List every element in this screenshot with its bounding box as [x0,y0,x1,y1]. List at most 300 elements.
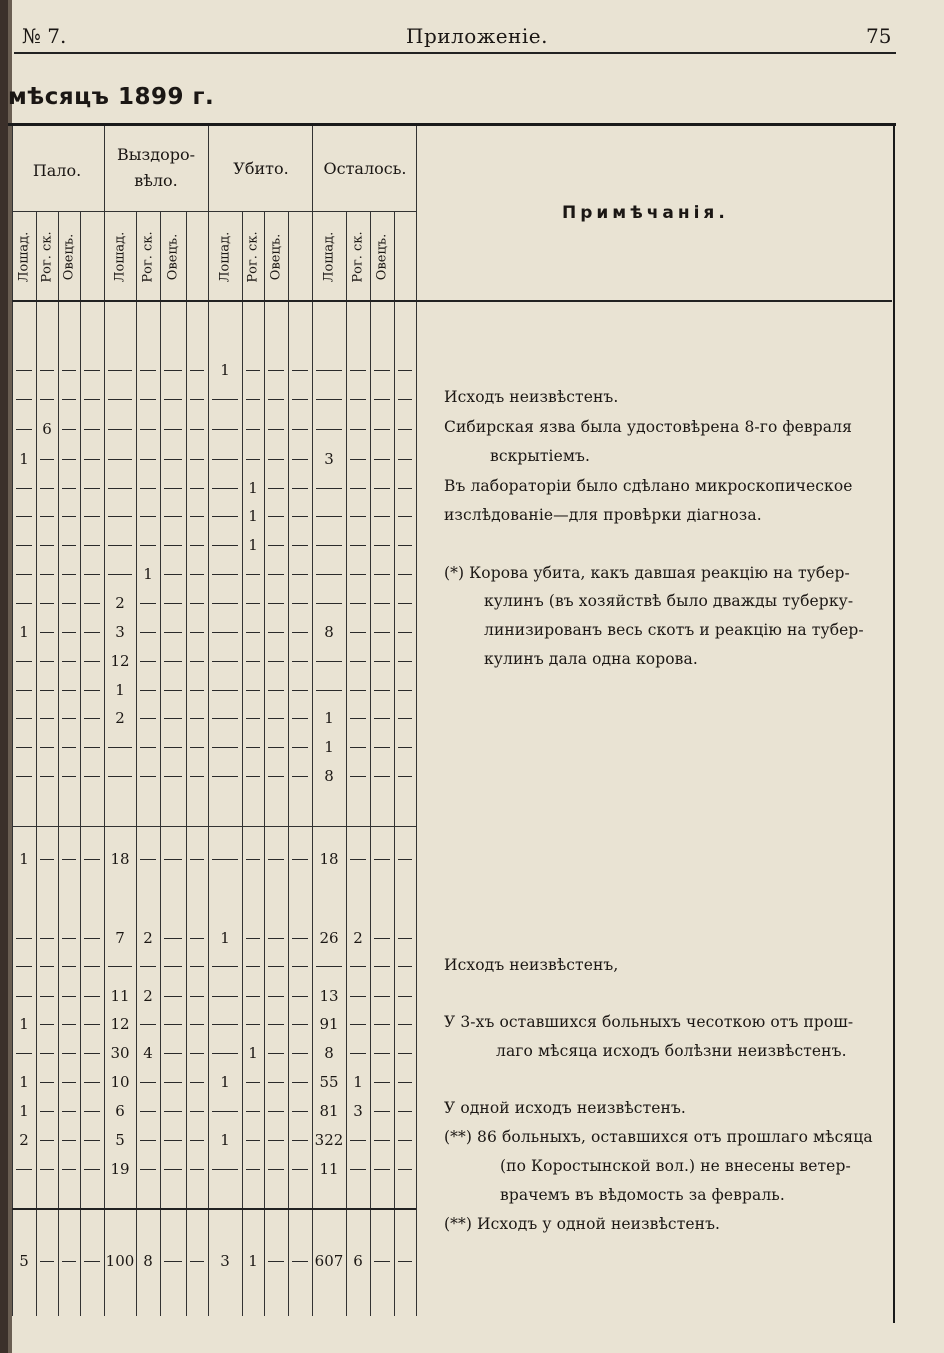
sub-header [398,213,412,301]
empty-cell-dash [190,1082,204,1083]
note-line: (**) Исходъ у одной неизвѣстенъ. [444,1215,721,1233]
empty-cell-dash [398,488,412,489]
empty-cell-dash [292,603,308,604]
empty-cell-dash [62,370,76,371]
empty-cell-dash [62,938,76,939]
group-sep-notes [416,126,417,1316]
empty-cell-dash [374,1024,390,1025]
empty-cell-dash [398,1261,412,1262]
empty-cell-dash [212,1169,238,1170]
empty-cell-dash [374,661,390,662]
empty-cell-dash [292,488,308,489]
sub-header [293,213,307,301]
empty-cell-dash [350,776,366,777]
empty-cell-dash [190,938,204,939]
empty-cell-dash [292,747,308,748]
page-header-title: Приложеніе. [406,24,548,48]
table-cell: 11 [319,1160,339,1178]
empty-cell-dash [292,859,308,860]
empty-cell-dash [212,516,238,517]
table-cell: 1 [248,536,258,554]
table-cell: 1 [248,1044,258,1062]
empty-cell-dash [190,574,204,575]
empty-cell-dash [62,516,76,517]
empty-cell-dash [246,1111,260,1112]
empty-cell-dash [62,661,76,662]
empty-cell-dash [190,718,204,719]
empty-cell-dash [108,966,132,967]
table-cell: 3 [324,450,334,468]
empty-cell-dash [84,632,100,633]
table-cell: 5 [19,1252,29,1270]
empty-cell-dash [62,690,76,691]
sub-header [141,213,155,301]
empty-cell-dash [398,1140,412,1141]
sub-header-label: Рог. ск. [350,231,366,283]
empty-cell-dash [398,859,412,860]
note-line: У одной исходъ неизвѣстенъ. [444,1099,686,1117]
note-line: Исходъ неизвѣстенъ, [444,956,619,974]
empty-cell-dash [84,516,100,517]
sub-header-label: Овецъ. [268,233,284,281]
empty-cell-dash [40,574,54,575]
empty-cell-dash [398,459,412,460]
table-cell: 6 [353,1252,363,1270]
empty-cell-dash [40,966,54,967]
table-cell: 19 [110,1160,130,1178]
empty-cell-dash [212,632,238,633]
empty-cell-dash [374,718,390,719]
sub-header-label: Лошад. [16,231,32,283]
empty-cell-dash [16,488,32,489]
empty-cell-dash [140,429,156,430]
empty-cell-dash [246,690,260,691]
empty-cell-dash [268,545,284,546]
sub-header [17,213,31,301]
empty-cell-dash [84,574,100,575]
empty-cell-dash [398,1169,412,1170]
table-cell: 13 [319,987,339,1005]
group-sep-2 [208,126,209,1316]
empty-cell-dash [140,661,156,662]
empty-cell-dash [212,747,238,748]
table-cell: 8 [324,767,334,785]
empty-cell-dash [268,718,284,719]
empty-cell-dash [140,1082,156,1083]
table-cell: 12 [110,652,130,670]
empty-cell-dash [140,1024,156,1025]
empty-cell-dash [316,399,342,400]
table-cell: 2 [115,594,125,612]
table-cell: 1 [19,850,29,868]
empty-cell-dash [268,1140,284,1141]
empty-cell-dash [374,747,390,748]
empty-cell-dash [40,859,54,860]
column-sep [288,212,289,1316]
empty-cell-dash [292,996,308,997]
empty-cell-dash [190,370,204,371]
empty-cell-dash [292,1140,308,1141]
table-cell: 11 [110,987,130,1005]
empty-cell-dash [108,429,132,430]
empty-cell-dash [292,1053,308,1054]
note-line: кулинъ (въ хозяйствѣ было дважды туберку- [484,592,854,610]
note-line: Въ лабораторіи было сдѣлано микроскопическое [444,477,853,495]
empty-cell-dash [84,1024,100,1025]
table-cell: 8 [324,623,334,641]
empty-cell-dash [140,459,156,460]
empty-cell-dash [84,938,100,939]
empty-cell-dash [164,370,182,371]
empty-cell-dash [268,661,284,662]
empty-cell-dash [190,459,204,460]
doc-number: № 7. [22,24,67,48]
empty-cell-dash [164,1169,182,1170]
empty-cell-dash [398,1082,412,1083]
empty-cell-dash [164,747,182,748]
empty-cell-dash [164,1082,182,1083]
sub-header-label: Лошад. [217,231,233,283]
sub-header-label: Рог. ск. [140,231,156,283]
empty-cell-dash [84,399,100,400]
table-cell: 1 [248,507,258,525]
empty-cell-dash [84,1111,100,1112]
empty-cell-dash [164,516,182,517]
empty-cell-dash [62,1053,76,1054]
empty-cell-dash [268,574,284,575]
empty-cell-dash [84,776,100,777]
empty-cell-dash [268,747,284,748]
empty-cell-dash [350,690,366,691]
empty-cell-dash [268,776,284,777]
empty-cell-dash [292,1024,308,1025]
note-line: (**) 86 больныхъ, оставшихся отъ прошлаго мѣсяца [444,1128,873,1146]
empty-cell-dash [292,1082,308,1083]
empty-cell-dash [212,996,238,997]
table-cell: 1 [220,929,230,947]
empty-cell-dash [108,545,132,546]
empty-cell-dash [374,690,390,691]
empty-cell-dash [40,488,54,489]
empty-cell-dash [212,545,238,546]
empty-cell-dash [164,776,182,777]
empty-cell-dash [398,690,412,691]
empty-cell-dash [62,718,76,719]
table-cell: 18 [110,850,130,868]
group-header-died: Пало. [32,161,82,180]
empty-cell-dash [212,399,238,400]
empty-cell-dash [350,1024,366,1025]
empty-cell-dash [16,747,32,748]
empty-cell-dash [398,1024,412,1025]
table-cell: 1 [353,1073,363,1091]
empty-cell-dash [316,516,342,517]
empty-cell-dash [40,718,54,719]
empty-cell-dash [108,399,132,400]
empty-cell-dash [316,370,342,371]
empty-cell-dash [350,1053,366,1054]
sub-header [190,213,204,301]
table-cell: 1 [19,450,29,468]
empty-cell-dash [212,661,238,662]
empty-cell-dash [350,370,366,371]
sub-header-label: Рог. ск. [245,231,261,283]
empty-cell-dash [398,1053,412,1054]
sub-header-label: Овецъ. [165,233,181,281]
table-cell: 81 [319,1102,339,1120]
empty-cell-dash [212,459,238,460]
table-cell: 8 [143,1252,153,1270]
table-top-rule [8,123,896,126]
empty-cell-dash [16,429,32,430]
table-cell: 91 [319,1015,339,1033]
empty-cell-dash [212,690,238,691]
table-cell: 3 [115,623,125,641]
empty-cell-dash [268,1169,284,1170]
empty-cell-dash [246,574,260,575]
empty-cell-dash [316,488,342,489]
empty-cell-dash [246,996,260,997]
empty-cell-dash [374,996,390,997]
group-header-recovered: Выздоро- вѣло. [117,145,195,190]
empty-cell-dash [316,966,342,967]
note-line: (по Коростынской вол.) не внесены ветер- [500,1157,851,1175]
empty-cell-dash [190,996,204,997]
empty-cell-dash [398,574,412,575]
column-sep [186,212,187,1316]
empty-cell-dash [246,1140,260,1141]
empty-cell-dash [84,545,100,546]
empty-cell-dash [164,459,182,460]
empty-cell-dash [16,1053,32,1054]
empty-cell-dash [374,603,390,604]
empty-cell-dash [84,996,100,997]
table-cell: 6 [115,1102,125,1120]
empty-cell-dash [108,574,132,575]
empty-cell-dash [190,1053,204,1054]
empty-cell-dash [316,661,342,662]
table-cell: 1 [143,565,153,583]
empty-cell-dash [62,459,76,460]
empty-cell-dash [292,1111,308,1112]
empty-cell-dash [62,1140,76,1141]
empty-cell-dash [84,1082,100,1083]
group-sep-1 [104,126,105,1316]
empty-cell-dash [268,429,284,430]
empty-cell-dash [40,1082,54,1083]
empty-cell-dash [292,1169,308,1170]
empty-cell-dash [350,516,366,517]
sub-header [62,213,76,301]
empty-cell-dash [398,718,412,719]
empty-cell-dash [40,1140,54,1141]
empty-cell-dash [108,370,132,371]
empty-cell-dash [164,1024,182,1025]
empty-cell-dash [246,429,260,430]
sub-header [85,213,99,301]
empty-cell-dash [292,966,308,967]
empty-cell-dash [40,996,54,997]
empty-cell-dash [246,370,260,371]
empty-cell-dash [164,429,182,430]
table-cell: 1 [220,1073,230,1091]
empty-cell-dash [398,603,412,604]
note-line: У 3-хъ оставшихся больныхъ чесоткою отъ прош- [444,1013,854,1031]
empty-cell-dash [374,632,390,633]
table-cell: 3 [353,1102,363,1120]
empty-cell-dash [246,747,260,748]
note-line: врачемъ въ вѣдомость за февраль. [500,1186,785,1204]
table-cell: 55 [319,1073,339,1091]
empty-cell-dash [398,1111,412,1112]
empty-cell-dash [164,603,182,604]
binding-edge [0,0,8,1353]
empty-cell-dash [164,1261,182,1262]
empty-cell-dash [164,966,182,967]
empty-cell-dash [398,632,412,633]
empty-cell-dash [140,747,156,748]
group-header-remaining: Осталось. [323,159,407,178]
group-header-killed: Убито. [233,159,289,178]
empty-cell-dash [62,488,76,489]
empty-cell-dash [398,938,412,939]
empty-cell-dash [190,1111,204,1112]
empty-cell-dash [16,545,32,546]
empty-cell-dash [246,718,260,719]
column-sep [264,212,265,1316]
empty-cell-dash [164,661,182,662]
empty-cell-dash [374,938,390,939]
column-sep [346,212,347,1316]
empty-cell-dash [190,603,204,604]
empty-cell-dash [374,459,390,460]
empty-cell-dash [62,603,76,604]
table-cell: 2 [353,929,363,947]
empty-cell-dash [164,632,182,633]
empty-cell-dash [246,632,260,633]
empty-cell-dash [108,459,132,460]
table-cell: 12 [110,1015,130,1033]
empty-cell-dash [140,859,156,860]
empty-cell-dash [140,516,156,517]
empty-cell-dash [398,747,412,748]
empty-cell-dash [16,661,32,662]
empty-cell-dash [140,488,156,489]
sub-header-label: Овецъ. [61,233,77,281]
empty-cell-dash [62,859,76,860]
totals-rule [12,1208,416,1210]
empty-cell-dash [190,690,204,691]
empty-cell-dash [164,690,182,691]
table-cell: 1 [19,1073,29,1091]
table-left-edge [12,126,13,1316]
table-cell: 1 [19,623,29,641]
empty-cell-dash [246,776,260,777]
empty-cell-dash [190,776,204,777]
empty-cell-dash [292,516,308,517]
empty-cell-dash [398,370,412,371]
empty-cell-dash [84,718,100,719]
empty-cell-dash [16,516,32,517]
empty-cell-dash [374,1111,390,1112]
table-right-rule [893,123,895,1323]
empty-cell-dash [164,718,182,719]
empty-cell-dash [374,399,390,400]
empty-cell-dash [268,370,284,371]
note-line: вскрытіемъ. [490,447,591,465]
table-cell: 10 [110,1073,130,1091]
empty-cell-dash [190,545,204,546]
empty-cell-dash [84,747,100,748]
table-cell: 100 [105,1252,135,1270]
sub-header [375,213,389,301]
empty-cell-dash [212,603,238,604]
empty-cell-dash [212,776,238,777]
empty-cell-dash [84,1053,100,1054]
empty-cell-dash [190,966,204,967]
empty-cell-dash [16,370,32,371]
empty-cell-dash [190,488,204,489]
sub-header [166,213,180,301]
empty-cell-dash [398,661,412,662]
note-line: кулинъ дала одна корова. [484,650,698,668]
sub-header-label: Лошад. [112,231,128,283]
note-line: Исходъ неизвѣстенъ. [444,388,619,406]
sub-header-label: Лошад. [321,231,337,283]
column-sep [370,212,371,1316]
note-line: лаго мѣсяца исходъ болѣзни неизвѣстенъ. [496,1042,847,1060]
empty-cell-dash [108,776,132,777]
empty-cell-dash [140,545,156,546]
empty-cell-dash [350,399,366,400]
sub-header [218,213,232,301]
empty-cell-dash [292,399,308,400]
empty-cell-dash [246,938,260,939]
column-sep [160,212,161,1316]
table-cell: 2 [143,929,153,947]
empty-cell-dash [292,459,308,460]
empty-cell-dash [292,370,308,371]
empty-cell-dash [350,859,366,860]
column-sep [394,212,395,1316]
empty-cell-dash [292,429,308,430]
empty-cell-dash [84,370,100,371]
empty-cell-dash [40,370,54,371]
empty-cell-dash [84,603,100,604]
empty-cell-dash [16,966,32,967]
table-cell: 4 [143,1044,153,1062]
column-sep [242,212,243,1316]
table-cell: 18 [319,850,339,868]
empty-cell-dash [212,488,238,489]
empty-cell-dash [212,966,238,967]
empty-cell-dash [190,399,204,400]
empty-cell-dash [292,718,308,719]
empty-cell-dash [40,747,54,748]
empty-cell-dash [140,776,156,777]
empty-cell-dash [316,574,342,575]
empty-cell-dash [16,776,32,777]
empty-cell-dash [350,661,366,662]
empty-cell-dash [268,859,284,860]
empty-cell-dash [84,1169,100,1170]
empty-cell-dash [268,1024,284,1025]
header-rule [14,52,896,54]
empty-cell-dash [84,1140,100,1141]
empty-cell-dash [62,776,76,777]
empty-cell-dash [292,938,308,939]
sub-header-label: Овецъ. [374,233,390,281]
